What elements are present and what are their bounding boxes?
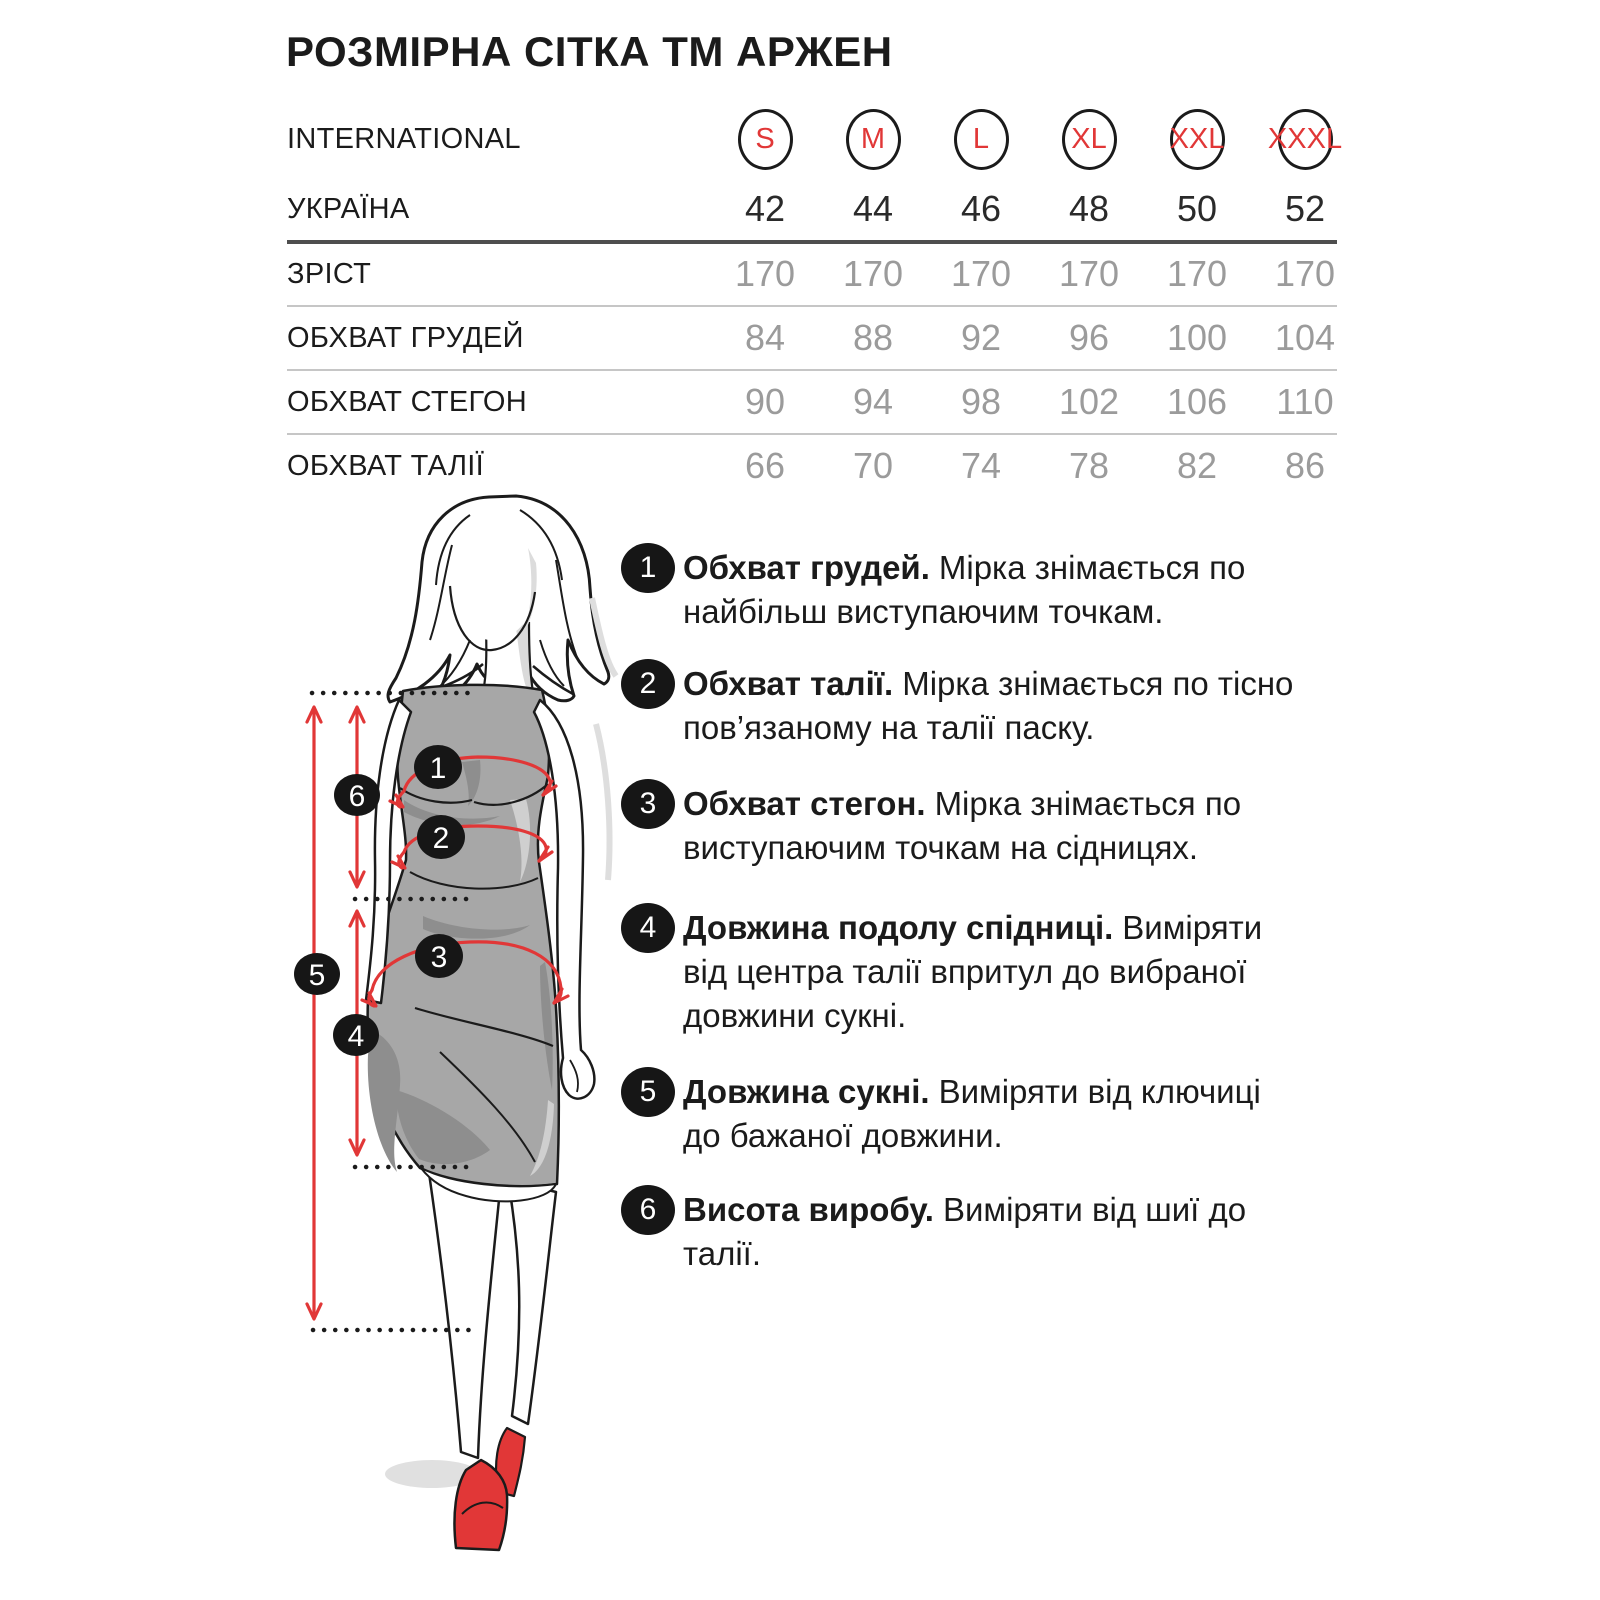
- size-label-l: L: [972, 122, 990, 155]
- page-title: РОЗМІРНА СІТКА ТМ АРЖЕН: [286, 28, 893, 75]
- legend-text: [683, 1188, 1303, 1276]
- table-cell: 94: [852, 381, 894, 422]
- figure-marker-6: [334, 774, 380, 816]
- size-label-xxl: XXL: [1169, 122, 1225, 155]
- legend-text: [683, 662, 1303, 750]
- row-label: ОБХВАТ ТАЛІЇ: [287, 449, 484, 482]
- legend-bullet-4: 4: [621, 903, 675, 953]
- legend-term: Обхват стегон.: [683, 785, 926, 822]
- table-row-chest: [287, 306, 1359, 370]
- table-cell: 170: [734, 253, 796, 294]
- legend-item-4: [621, 906, 1311, 1038]
- table-cell: 170: [950, 253, 1012, 294]
- figure-marker-2: [417, 815, 465, 859]
- row-label: ОБХВАТ СТЕГОН: [287, 385, 528, 418]
- legend-bullet-3: 3: [621, 779, 675, 829]
- table-cell: 170: [842, 253, 904, 294]
- size-label-m: M: [860, 122, 886, 155]
- legend-text: [683, 782, 1303, 870]
- international-label: INTERNATIONAL: [287, 122, 521, 155]
- figure-back-leg: [508, 1180, 556, 1424]
- table-cell: 70: [852, 445, 894, 486]
- legend-item-6: [621, 1188, 1311, 1276]
- table-cell: 82: [1176, 445, 1218, 486]
- table-cell: 90: [744, 381, 786, 422]
- figure-marker-3: [415, 934, 463, 978]
- legend-desc: Виміряти від шиї до талії.: [683, 1191, 1247, 1272]
- ua-size: 42: [744, 188, 786, 229]
- table-cell: 98: [960, 381, 1002, 422]
- legend-bullet-2: 2: [621, 659, 675, 709]
- table-cell: 170: [1166, 253, 1228, 294]
- figure-marker-4: [333, 1014, 379, 1056]
- figure-marker-1: [414, 745, 462, 789]
- table-cell: 170: [1274, 253, 1336, 294]
- svg-text:1: 1: [429, 752, 447, 785]
- table-cell: 100: [1166, 317, 1228, 358]
- figure-marker-5: [294, 953, 340, 995]
- table-cell: 102: [1058, 381, 1120, 422]
- table-row-height: [287, 242, 1359, 306]
- table-cell: 110: [1276, 381, 1334, 422]
- legend-item-5: [621, 1070, 1311, 1158]
- figure-front-leg: [429, 1173, 500, 1458]
- legend-item-2: [621, 662, 1311, 750]
- svg-text:6: 6: [348, 780, 366, 813]
- legend-desc: Мірка знімається по виступаючим точкам на сідницях.: [683, 785, 1242, 866]
- size-table-row-international: [287, 100, 1359, 178]
- legend-desc: Виміряти від ключиці до бажаної довжини.: [683, 1073, 1261, 1154]
- legend-item-1: [621, 546, 1311, 634]
- legend-term: Висота виробу.: [683, 1191, 934, 1228]
- table-cell: 104: [1274, 317, 1336, 358]
- size-circle-s: [711, 109, 819, 170]
- row-label: ОБХВАТ ГРУДЕЙ: [287, 321, 524, 354]
- table-cell: 74: [960, 445, 1002, 486]
- ua-size: 48: [1068, 188, 1110, 229]
- ua-size: 52: [1284, 188, 1326, 229]
- size-table-row-ukraine: [287, 178, 1359, 240]
- table-cell: 84: [744, 317, 786, 358]
- measurement-figure: [270, 490, 630, 1600]
- table-cell: 88: [852, 317, 894, 358]
- table-cell: 78: [1068, 445, 1110, 486]
- legend-term: Обхват талії.: [683, 665, 894, 702]
- svg-text:2: 2: [432, 822, 450, 855]
- legend-desc: Мірка знімається по найбільш виступаючим точкам.: [683, 549, 1246, 630]
- table-cell: 96: [1068, 317, 1110, 358]
- legend-bullet-1: 1: [621, 543, 675, 593]
- svg-text:4: 4: [347, 1020, 365, 1053]
- size-circle-xl: [1035, 109, 1143, 170]
- svg-text:5: 5: [308, 959, 326, 992]
- legend-text: [683, 1070, 1303, 1158]
- table-cell: 170: [1058, 253, 1120, 294]
- figure-face: [446, 520, 538, 640]
- legend-bullet-6: 6: [621, 1185, 675, 1235]
- size-circle-m: [819, 109, 927, 170]
- size-label-s: S: [755, 122, 775, 155]
- table-cell: 86: [1284, 445, 1326, 486]
- ukraine-label: УКРАЇНА: [287, 192, 410, 225]
- size-circle-xxl: [1143, 109, 1251, 170]
- table-row-waist: [287, 434, 1359, 498]
- ua-size: 44: [852, 188, 894, 229]
- size-label-xl: XL: [1071, 122, 1107, 155]
- size-circle-xxxl: [1251, 109, 1359, 170]
- legend-desc: Мірка знімається по тісно пов’язаному на талії паску.: [683, 665, 1294, 746]
- svg-text:3: 3: [430, 941, 448, 974]
- table-cell: 92: [960, 317, 1002, 358]
- legend-item-3: [621, 782, 1311, 870]
- ua-size: 46: [960, 188, 1002, 229]
- ua-size: 50: [1176, 188, 1218, 229]
- table-cell: 106: [1166, 381, 1228, 422]
- legend-term: Довжина подолу спідниці.: [683, 909, 1114, 946]
- table-row-hips: [287, 370, 1359, 434]
- table-cell: 66: [744, 445, 786, 486]
- legend-bullet-5: 5: [621, 1067, 675, 1117]
- size-circle-l: [927, 109, 1035, 170]
- legend-text: [683, 546, 1303, 634]
- row-label: ЗРІСТ: [287, 257, 372, 290]
- size-label-xxxl: XXXL: [1267, 122, 1343, 155]
- legend-term: Обхват грудей.: [683, 549, 930, 586]
- legend-desc: Виміряти від центра талії впритул до вибраної довжини сукні.: [683, 909, 1263, 1034]
- legend-term: Довжина сукні.: [683, 1073, 930, 1110]
- legend-text: [683, 906, 1303, 1038]
